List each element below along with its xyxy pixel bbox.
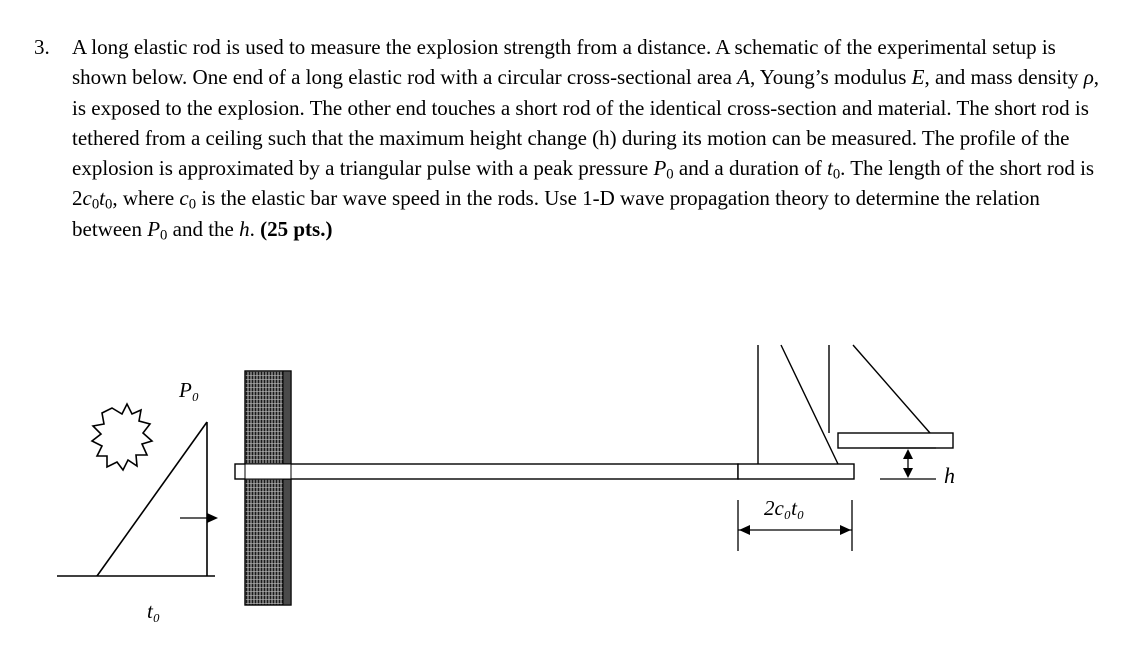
h-arrow-down — [903, 468, 913, 478]
text-segment: and a duration of — [678, 156, 822, 181]
symbol-c: c — [82, 186, 92, 211]
short-rod-swung — [838, 433, 953, 448]
text-segment: and the — [172, 216, 234, 241]
symbol-P: P — [147, 216, 161, 241]
symbol-rho: ρ — [1083, 65, 1094, 90]
text-segment: . — [249, 216, 255, 241]
pressure-arrowhead — [207, 513, 218, 523]
symbol-c: c — [179, 186, 189, 211]
text-segment: . The length of the short rod is 2 — [72, 156, 1095, 211]
label-t0: t₀ — [147, 599, 161, 623]
problem-number: 3. — [34, 35, 50, 59]
subscript-0: 0 — [105, 197, 113, 214]
text-segment: , is exposed to the explosion. The other end touches a short rod of the identical cross-section and material. The short rod is tethered from a ceiling such that the maximum height change (h) during its motion can be measured. The profile of the explosion is approximated by a triangular pulse with a peak pressure — [72, 65, 1100, 181]
tether-line-swung — [853, 345, 930, 433]
rod-through-wall — [245, 464, 291, 479]
symbol-A: A — [737, 65, 750, 90]
text-segment: A long elastic rod is used to measure the explosion strength from a distance. A schematic of the experimental setup is shown below. One end of a long elastic rod with a circular cross-sectional area — [72, 35, 1056, 90]
points-label: (25 pts.) — [260, 216, 333, 241]
dim-arrow-left — [739, 525, 750, 535]
short-rod — [738, 464, 854, 479]
label-h: h — [944, 463, 955, 488]
subscript-0: 0 — [666, 166, 674, 183]
h-arrow-up — [903, 449, 913, 459]
text-segment: , where — [112, 186, 175, 211]
label-P0: P₀ — [179, 378, 200, 402]
dim-arrow-right — [840, 525, 851, 535]
text-segment: , Young’s modulus — [749, 65, 907, 90]
text-segment: , and mass density — [924, 65, 1079, 90]
symbol-E: E — [911, 65, 925, 90]
symbol-t: t — [99, 186, 106, 211]
subscript-0: 0 — [832, 166, 841, 183]
long-elastic-rod — [235, 464, 738, 479]
wall-edge — [283, 371, 291, 605]
symbol-t: t — [826, 156, 833, 181]
label-length: 2c₀t₀ — [764, 496, 805, 520]
subscript-0: 0 — [188, 197, 197, 214]
subscript-0: 0 — [91, 197, 100, 214]
symbol-h: h — [239, 216, 250, 241]
symbol-P: P — [653, 156, 667, 181]
subscript-0: 0 — [160, 227, 168, 244]
explosion-icon — [92, 404, 152, 470]
text-segment: is the elastic bar wave speed in the rods. Use 1-D wave propagation theory to determine the relation between — [72, 186, 1040, 241]
